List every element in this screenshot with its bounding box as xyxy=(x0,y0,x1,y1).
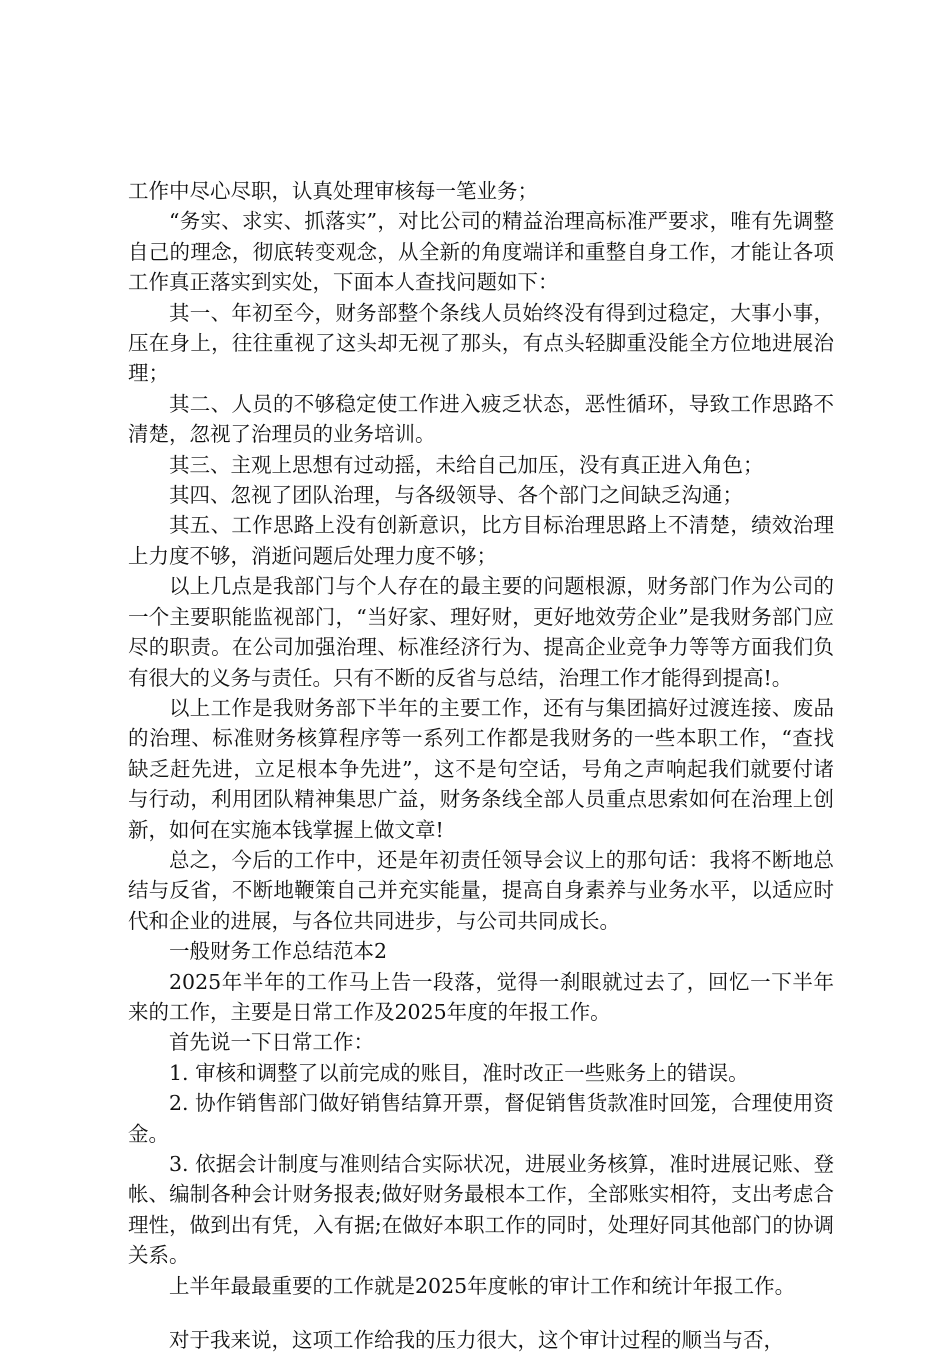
section-heading: 一般财务工作总结范本2 xyxy=(169,939,388,964)
paragraph: 2025年半年的工作马上告一段落，觉得一刹眼就过去了，回忆一下半年来的工作，主要是日常工作及2025年度的年报工作。 xyxy=(128,969,834,1024)
list-item: 3. 依据会计制度与准则结合实际状况，进展业务核算，准时进展记账、登帐、编制各种会计财务报表;做好财务最根本工作，全部账实相符，支出考虑合理性，做到出有凭，入有据;在做好本职工作的同时，处理好同其他部门的协调关系。 xyxy=(128,1152,834,1268)
paragraph: 以上几点是我部门与个人存在的最主要的问题根源，财务部门作为公司的一个主要职能监视部门，“当好家、理好财，更好地效劳企业”是我财务部门应尽的职责。在公司加强治理、标准经济行为、提高企业竞争力等等方面我们负有很大的义务与责任。只有不断的反省与总结，治理工作才能得到提高!。 xyxy=(128,574,834,690)
paragraph: 其二、人员的不够稳定使工作进入疲乏状态，恶性循环，导致工作思路不清楚，忽视了治理员的业务培训。 xyxy=(128,391,834,447)
paragraph: 上半年最最重要的工作就是2025年度帐的审计工作和统计年报工作。 xyxy=(169,1273,796,1298)
list-item: 1. 审核和调整了以前完成的账目，准时改正一些账务上的错误。 xyxy=(169,1060,749,1085)
paragraph: 总之，今后的工作中，还是年初责任领导会议上的那句话：我将不断地总结与反省，不断地鞭策自己并充实能量，提高自身素养与业务水平，以适应时代和企业的进展，与各位共同进步，与公司共同成长。 xyxy=(128,847,834,933)
paragraph: 对于我来说，这项工作给我的压力很大，这个审计过程的顺当与否， xyxy=(169,1328,784,1353)
paragraph: 其三、主观上思想有过动摇，未给自己加压，没有真正进入角色； xyxy=(169,452,764,477)
paragraph: 以上工作是我财务部下半年的主要工作，还有与集团搞好过渡连接、废品的治理、标准财务核算程序等一系列工作都是我财务的一些本职工作，“查找缺乏赶先进，立足根本争先进”，这不是句空话，号角之声响起我们就要付诸与行动，利用团队精神集思广益，财务条线全部人员重点思索如何在治理上创新，如何在实施本钱掌握上做文章! xyxy=(128,695,834,842)
paragraph: 其一、年初至今，财务部整个条线人员始终没有得到过稳定，大事小事，压在身上，往往重视了这头却无视了那头，有点头轻脚重没能全方位地进展治理； xyxy=(128,300,834,386)
list-item: 2. 协作销售部门做好销售结算开票，督促销售货款准时回笼，合理使用资金。 xyxy=(128,1091,834,1146)
paragraph: 其四、忽视了团队治理，与各级领导、各个部门之间缺乏沟通； xyxy=(169,483,743,508)
document-body xyxy=(128,176,834,1355)
paragraph: 其五、工作思路上没有创新意识，比方目标治理思路上不清楚，绩效治理上力度不够，消逝问题后处理力度不够； xyxy=(128,513,834,568)
paragraph: 首先说一下日常工作： xyxy=(169,1030,374,1055)
paragraph: “务实、求实、抓落实”，对比公司的精益治理高标准严要求，唯有先调整自己的理念，彻底转变观念，从全新的角度端详和重整自身工作，才能让各项工作真正落实到实处，下面本人查找问题如下： xyxy=(128,209,834,295)
paragraph: 工作中尽心尽职，认真处理审核每一笔业务； xyxy=(128,179,538,203)
